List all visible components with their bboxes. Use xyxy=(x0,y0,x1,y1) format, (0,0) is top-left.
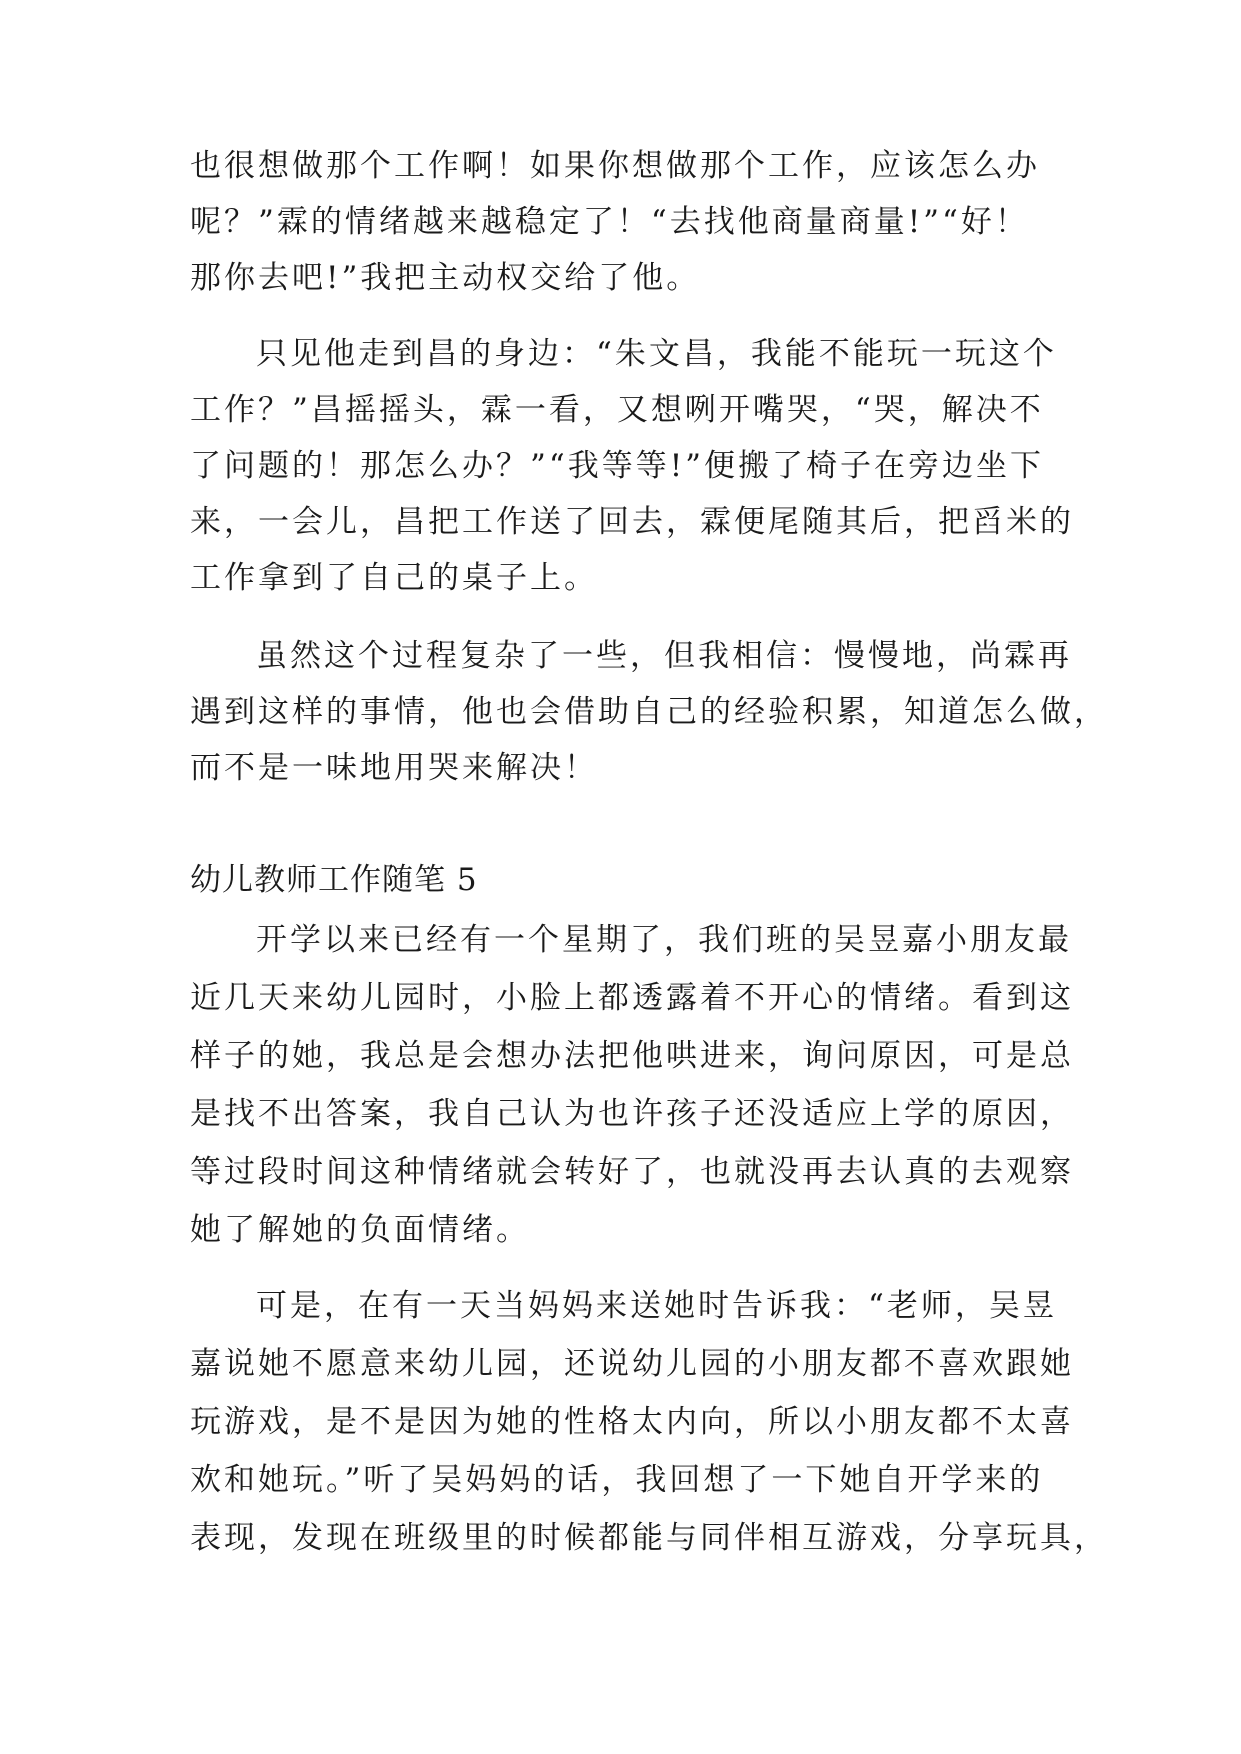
text-line: 嘉说她不愿意来幼儿园，还说幼儿园的小朋友都不喜欢跟她 xyxy=(190,1346,1074,1382)
text-line: 等过段时间这种情绪就会转好了，也就没再去认真的去观察 xyxy=(190,1154,1074,1190)
text-line: 玩游戏，是不是因为她的性格太内向，所以小朋友都不太喜 xyxy=(190,1404,1074,1440)
text-line: 表现，发现在班级里的时候都能与同伴相互游戏，分享玩具， xyxy=(190,1520,1108,1556)
paragraph-start-line: 开学以来已经有一个星期了，我们班的吴昱嘉小朋友最 xyxy=(256,922,1072,958)
text-line: 遇到这样的事情，他也会借助自己的经验积累，知道怎么做， xyxy=(190,694,1108,730)
text-line: 工作拿到了自己的桌子上。 xyxy=(190,560,598,596)
paragraph-start-line: 虽然这个过程复杂了一些，但我相信：慢慢地，尚霖再 xyxy=(256,638,1072,674)
text-line: 她了解她的负面情绪。 xyxy=(190,1212,530,1248)
paragraph-start-line: 只见他走到昌的身边：“朱文昌，我能不能玩一玩这个 xyxy=(256,336,1057,372)
text-line: 而不是一味地用哭来解决！ xyxy=(190,750,598,786)
section-heading: 幼儿教师工作随笔 5 xyxy=(190,862,478,898)
text-line: 那你去吧!”我把主动权交给了他。 xyxy=(190,260,701,296)
text-line: 来，一会儿，昌把工作送了回去，霖便尾随其后，把舀米的 xyxy=(190,504,1074,540)
text-line: 呢？”霖的情绪越来越稳定了！“去找他商量商量!”“好！ xyxy=(190,204,1029,240)
paragraph-start-line: 可是，在有一天当妈妈来送她时告诉我：“老师，吴昱 xyxy=(256,1288,1057,1324)
text-line: 近几天来幼儿园时，小脸上都透露着不开心的情绪。看到这 xyxy=(190,980,1074,1016)
text-line: 是找不出答案，我自己认为也许孩子还没适应上学的原因， xyxy=(190,1096,1074,1132)
text-line: 了问题的！那怎么办？”“我等等!”便搬了椅子在旁边坐下 xyxy=(190,448,1044,484)
text-line: 工作？”昌摇摇头，霖一看，又想咧开嘴哭，“哭，解决不 xyxy=(190,392,1044,428)
text-line: 样子的她，我总是会想办法把他哄进来，询问原因，可是总 xyxy=(190,1038,1074,1074)
text-line: 也很想做那个工作啊！如果你想做那个工作，应该怎么办 xyxy=(190,148,1040,184)
text-line: 欢和她玩。”听了吴妈妈的话，我回想了一下她自开学来的 xyxy=(190,1462,1044,1498)
